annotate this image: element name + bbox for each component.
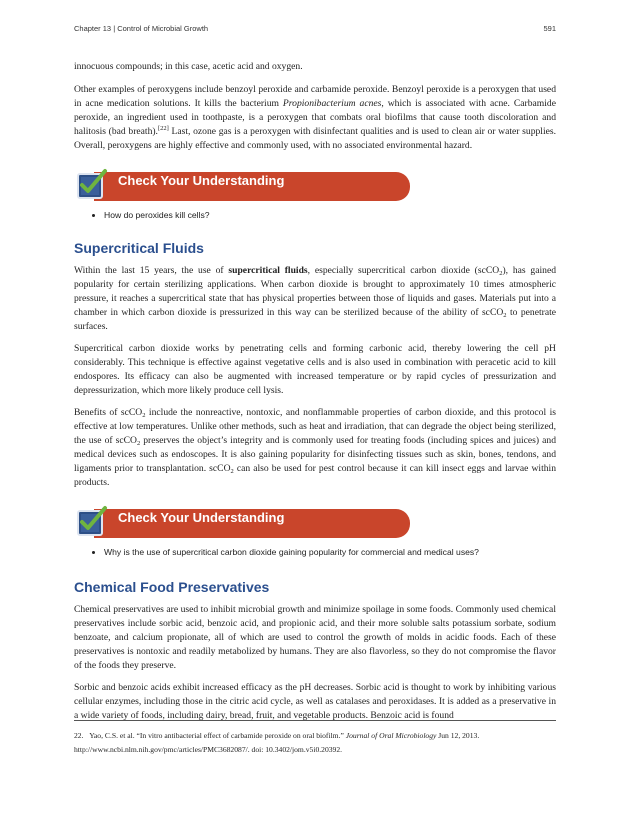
footnotes (74, 720, 556, 757)
check-understanding-list-1 (74, 209, 556, 222)
supercritical-paragraph-2: Supercritical carbon dioxide works by penetrating cells and forming carbonic acid, thereby lowering the cell pH considerably. This technique is effective against vegetative cells and is also used in combination with peracetic acid to kill endospores. Its efficacy can also be augmented with increased temperature or by rapid cycles of pressurization and depressurization, which more likely produce cell lysis. (74, 343, 556, 396)
section-heading-preservatives: Chemical Food Preservatives (74, 579, 270, 595)
footnote-link[interactable]: http://www.ncbi.nlm.nih.gov/pmc/articles/PMC3682087/. doi: 10.3402/jom.v5i0.20392. (74, 745, 343, 754)
footnote-22: 22. Yao, C.S. et al. “In vitro antibacterial effect of carbamide peroxide on oral biofilm.” Journal of Oral Microbiology Jun 12, 2013. (74, 731, 480, 740)
banner-title: Check Your Understanding (118, 510, 285, 525)
question-item: • How do peroxides kill cells? (104, 209, 556, 222)
check-understanding-banner-1 (74, 167, 556, 201)
section-heading-supercritical: Supercritical Fluids (74, 240, 204, 256)
check-understanding-list-2 (74, 546, 556, 559)
page-number: 591 (543, 24, 556, 33)
supercritical-paragraph-1: Within the last 15 years, the use of supercritical fluids, especially supercritical carbon dioxide (scCO$_2$), has gained popularity for certain sterilizing applications. When carbon dioxide is brought to approximately 10 times atmospheric pressure, it reaches a supercritical state that has physical properties between those of liquids and gases. Materials put into a chamber in which carbon dioxide is pressurized in this way can be sterilized because of the ability of scCO$_2$ to penetrate surfaces. (74, 265, 556, 332)
chapter-title: Chapter 13 | Control of Microbial Growth (74, 24, 209, 33)
intro-paragraph-1: innocuous compounds; in this case, acetic acid and oxygen. (74, 61, 303, 72)
question-item: • Why is the use of supercritical carbon dioxide gaining popularity for commercial and medical uses? (104, 546, 556, 559)
supercritical-paragraph-3: Benefits of scCO$_2$ include the nonreactive, nontoxic, and nonflammable properties of carbon dioxide, and this protocol is effective at low temperatures. Unlike other methods, such as heat and irradiation, that can degrade the object being sterilized, the use of scCO$_2$ preserves the object’s integrity and is commonly used for treating foods (including spices and juices) and medical devices such as endoscopes. It is also gaining popularity for disinfecting tissues such as skin, bones, tendons, and ligaments prior to transplantation. scCO$_2$ can also be used for pest control because it can kill insect eggs and larvae within products. (74, 407, 557, 488)
preservatives-paragraph-1: Chemical preservatives are used to inhibit microbial growth and minimize spoilage in some foods. Commonly used chemical preservatives include sorbic acid, benzoic acid, and propionic acid, and their more soluble salts potassium sorbate, sodium benzoate, and calcium propionate, all of which are used to control the growth of molds in acidic foods. Each of these preservatives is nontoxic and readily metabolized by humans. They are also flavorless, so they do not compromise the flavor of the foods they preserve. (74, 604, 556, 671)
checkbox-check-icon (74, 167, 108, 201)
footnote-ref[interactable]: [22] (157, 125, 169, 132)
preservatives-paragraph-2: Sorbic and benzoic acids exhibit increased efficacy as the pH decreases. Sorbic acid is thought to work by inhibiting various cellular enzymes, including those in the citric acid cycle, as well as catalases and peroxidases. It is added as a preservative in a wide variety of foods, including dairy, bread, fruit, and vegetable products. Benzoic acid is found (74, 682, 556, 721)
checkbox-check-icon (74, 504, 108, 538)
intro-paragraph-2: Other examples of peroxygens include benzoyl peroxide and carbamide peroxide. Benzoyl peroxide is a peroxygen that used in acne medication solutions. It kills the bacterium Propionibacterium acnes, which is associated with acne. Carbamide peroxide, an ingredient used in toothpaste, is a peroxygen that combats oral biofilms that cause tooth discoloration and halitosis (bad breath).[22] Last, ozone gas is a peroxygen with disinfectant qualities and is used to clean air or water supplies. Overall, peroxygens are highly effective and commonly used, with no associated environmental hazard. (74, 84, 557, 151)
check-understanding-banner-2 (74, 504, 556, 538)
running-header (74, 24, 556, 33)
main-content (74, 60, 556, 731)
banner-title: Check Your Understanding (118, 173, 285, 188)
